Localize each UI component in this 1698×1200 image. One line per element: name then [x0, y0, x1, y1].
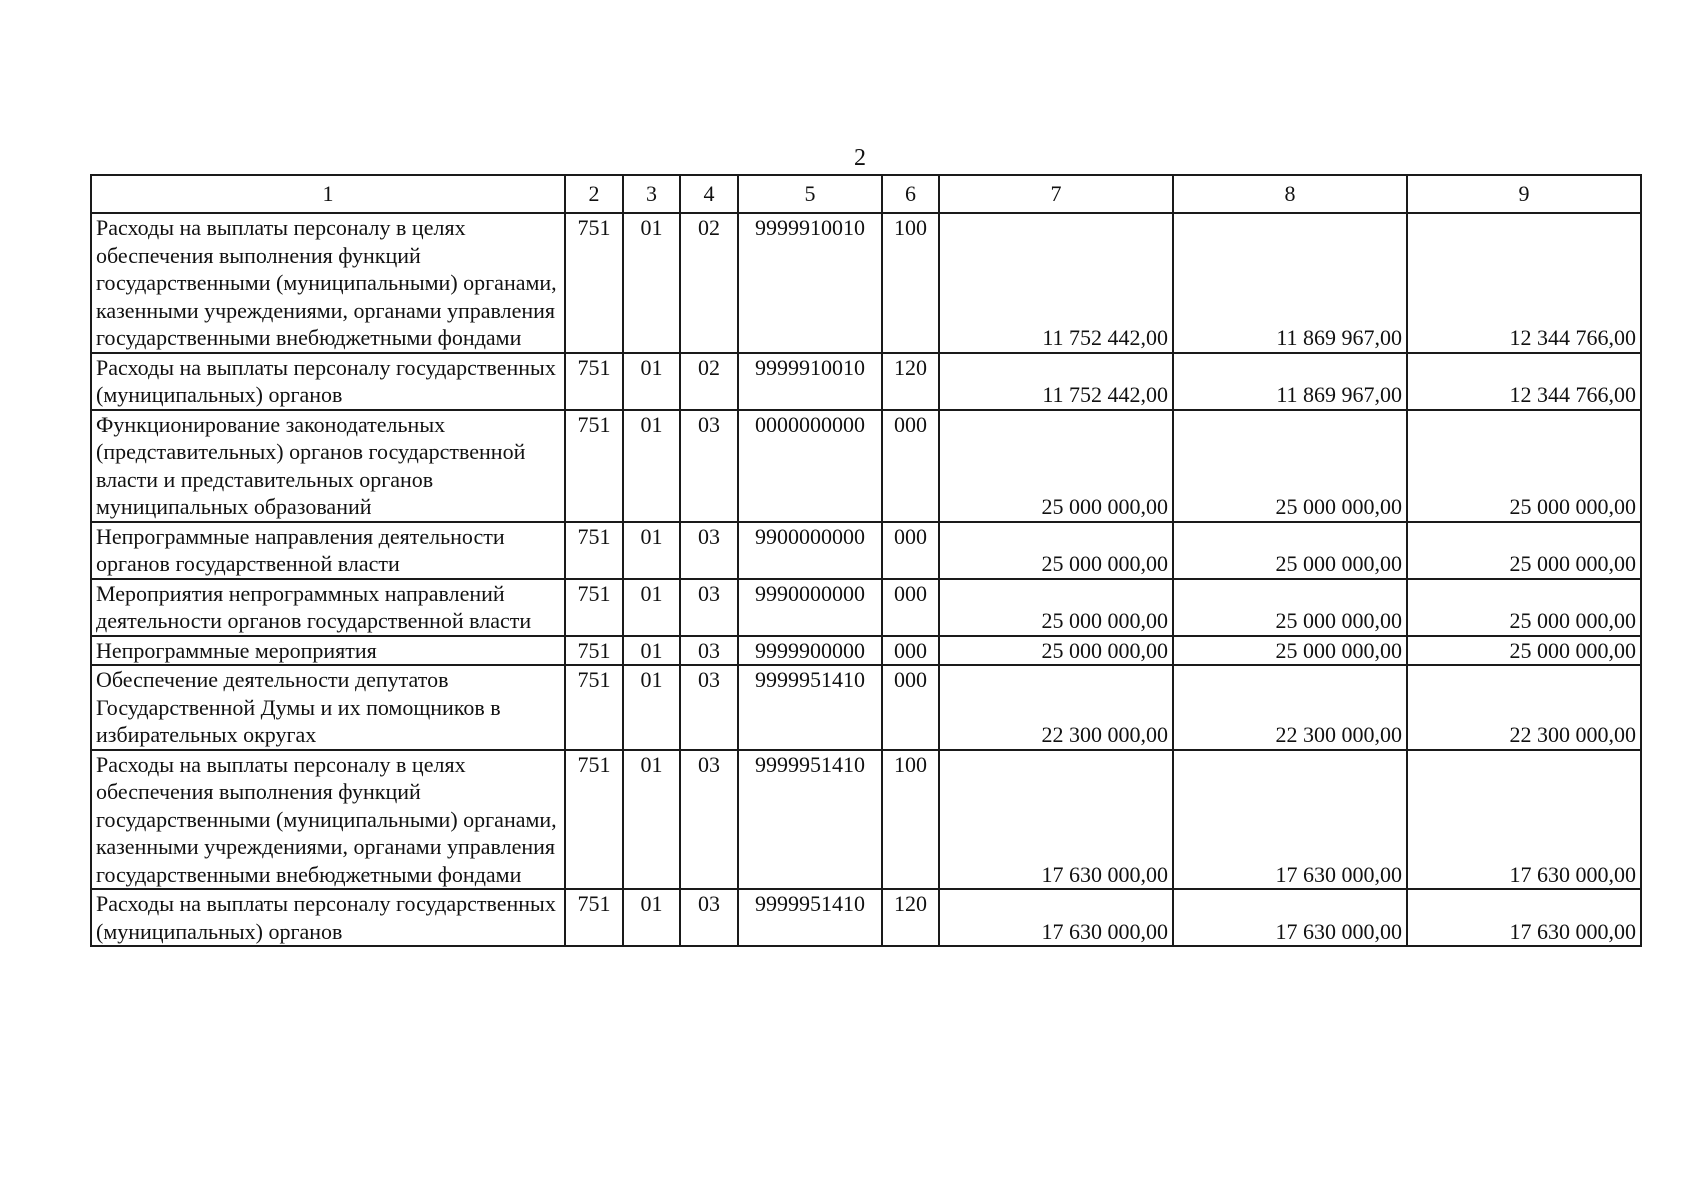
- row-code-col5: 9999951410: [738, 750, 882, 890]
- row-amount-col9: 12 344 766,00: [1407, 213, 1641, 353]
- row-amount-col9: 25 000 000,00: [1407, 522, 1641, 579]
- row-code-col5: 0000000000: [738, 410, 882, 522]
- table-row: [91, 213, 1641, 353]
- row-amount-col8: 25 000 000,00: [1173, 636, 1407, 666]
- row-amount-col7: 25 000 000,00: [939, 636, 1173, 666]
- row-code-col3: 01: [623, 750, 680, 890]
- row-code-col3: 01: [623, 665, 680, 750]
- row-name: Непрограммные направления деятельности органов государственной власти: [91, 522, 565, 579]
- row-amount-col9: 25 000 000,00: [1407, 636, 1641, 666]
- row-code-col5: 9999900000: [738, 636, 882, 666]
- row-code-col2: 751: [565, 213, 623, 353]
- row-name: Расходы на выплаты персоналу государственных (муниципальных) органов: [91, 353, 565, 410]
- row-code-col6: 000: [882, 636, 939, 666]
- header-row: [91, 175, 1641, 213]
- row-code-col2: 751: [565, 665, 623, 750]
- table-row: [91, 750, 1641, 890]
- table-row: [91, 579, 1641, 636]
- row-code-col3: 01: [623, 889, 680, 946]
- table-row: [91, 889, 1641, 946]
- row-code-col2: 751: [565, 579, 623, 636]
- budget-table: [90, 174, 1642, 947]
- row-code-col5: 9900000000: [738, 522, 882, 579]
- header-cell-5: 5: [738, 175, 882, 213]
- row-name: Мероприятия непрограммных направлений деятельности органов государственной власти: [91, 579, 565, 636]
- header-cell-3: 3: [623, 175, 680, 213]
- row-code-col2: 751: [565, 522, 623, 579]
- row-code-col4: 03: [680, 579, 738, 636]
- row-code-col2: 751: [565, 889, 623, 946]
- row-name: Расходы на выплаты персоналу государственных (муниципальных) органов: [91, 889, 565, 946]
- row-code-col6: 000: [882, 665, 939, 750]
- row-name: Расходы на выплаты персоналу в целях обеспечения выполнения функций государственными (муниципальными) органами, казенными учреждениями, органами управления государственными внебюджетными фондами: [91, 213, 565, 353]
- row-code-col3: 01: [623, 636, 680, 666]
- row-code-col3: 01: [623, 410, 680, 522]
- row-amount-col9: 25 000 000,00: [1407, 410, 1641, 522]
- table-row: [91, 522, 1641, 579]
- row-code-col2: 751: [565, 410, 623, 522]
- header-cell-6: 6: [882, 175, 939, 213]
- row-amount-col9: 12 344 766,00: [1407, 353, 1641, 410]
- header-cell-1: 1: [91, 175, 565, 213]
- header-cell-7: 7: [939, 175, 1173, 213]
- row-amount-col8: 11 869 967,00: [1173, 353, 1407, 410]
- row-amount-col7: 17 630 000,00: [939, 750, 1173, 890]
- row-code-col6: 120: [882, 353, 939, 410]
- row-code-col4: 03: [680, 665, 738, 750]
- row-code-col4: 03: [680, 522, 738, 579]
- row-amount-col8: 17 630 000,00: [1173, 750, 1407, 890]
- row-code-col6: 000: [882, 410, 939, 522]
- table-row: [91, 410, 1641, 522]
- row-amount-col7: 11 752 442,00: [939, 213, 1173, 353]
- row-code-col3: 01: [623, 522, 680, 579]
- row-name: Непрограммные мероприятия: [91, 636, 565, 666]
- row-code-col2: 751: [565, 636, 623, 666]
- row-code-col3: 01: [623, 213, 680, 353]
- row-code-col3: 01: [623, 579, 680, 636]
- header-cell-4: 4: [680, 175, 738, 213]
- header-cell-2: 2: [565, 175, 623, 213]
- row-name: Расходы на выплаты персоналу в целях обеспечения выполнения функций государственными (муниципальными) органами, казенными учреждениями, органами управления государственными внебюджетными фондами: [91, 750, 565, 890]
- row-code-col2: 751: [565, 750, 623, 890]
- row-code-col6: 120: [882, 889, 939, 946]
- row-code-col4: 02: [680, 213, 738, 353]
- header-cell-9: 9: [1407, 175, 1641, 213]
- row-code-col6: 000: [882, 522, 939, 579]
- row-amount-col8: 11 869 967,00: [1173, 213, 1407, 353]
- row-amount-col7: 17 630 000,00: [939, 889, 1173, 946]
- row-amount-col9: 25 000 000,00: [1407, 579, 1641, 636]
- row-code-col2: 751: [565, 353, 623, 410]
- row-amount-col8: 25 000 000,00: [1173, 522, 1407, 579]
- row-amount-col9: 17 630 000,00: [1407, 750, 1641, 890]
- row-amount-col7: 25 000 000,00: [939, 410, 1173, 522]
- row-amount-col7: 22 300 000,00: [939, 665, 1173, 750]
- row-amount-col7: 25 000 000,00: [939, 579, 1173, 636]
- table-row: [91, 636, 1641, 666]
- header-cell-8: 8: [1173, 175, 1407, 213]
- row-code-col6: 100: [882, 750, 939, 890]
- row-amount-col9: 22 300 000,00: [1407, 665, 1641, 750]
- row-code-col4: 03: [680, 889, 738, 946]
- row-amount-col8: 25 000 000,00: [1173, 410, 1407, 522]
- row-code-col5: 9999910010: [738, 353, 882, 410]
- row-amount-col7: 11 752 442,00: [939, 353, 1173, 410]
- row-code-col4: 03: [680, 410, 738, 522]
- row-amount-col7: 25 000 000,00: [939, 522, 1173, 579]
- row-name: Обеспечение деятельности депутатов Государственной Думы и их помощников в избирательных округах: [91, 665, 565, 750]
- row-code-col6: 000: [882, 579, 939, 636]
- row-code-col4: 02: [680, 353, 738, 410]
- row-code-col3: 01: [623, 353, 680, 410]
- row-amount-col9: 17 630 000,00: [1407, 889, 1641, 946]
- row-amount-col8: 17 630 000,00: [1173, 889, 1407, 946]
- row-name: Функционирование законодательных (представительных) органов государственной власти и представительных органов муниципальных образований: [91, 410, 565, 522]
- row-code-col4: 03: [680, 636, 738, 666]
- row-code-col5: 9999951410: [738, 889, 882, 946]
- page-number: 2: [854, 145, 866, 171]
- row-amount-col8: 25 000 000,00: [1173, 579, 1407, 636]
- table-row: [91, 665, 1641, 750]
- row-code-col6: 100: [882, 213, 939, 353]
- row-code-col5: 9999910010: [738, 213, 882, 353]
- row-code-col4: 03: [680, 750, 738, 890]
- row-amount-col8: 22 300 000,00: [1173, 665, 1407, 750]
- row-code-col5: 9990000000: [738, 579, 882, 636]
- table-row: [91, 353, 1641, 410]
- row-code-col5: 9999951410: [738, 665, 882, 750]
